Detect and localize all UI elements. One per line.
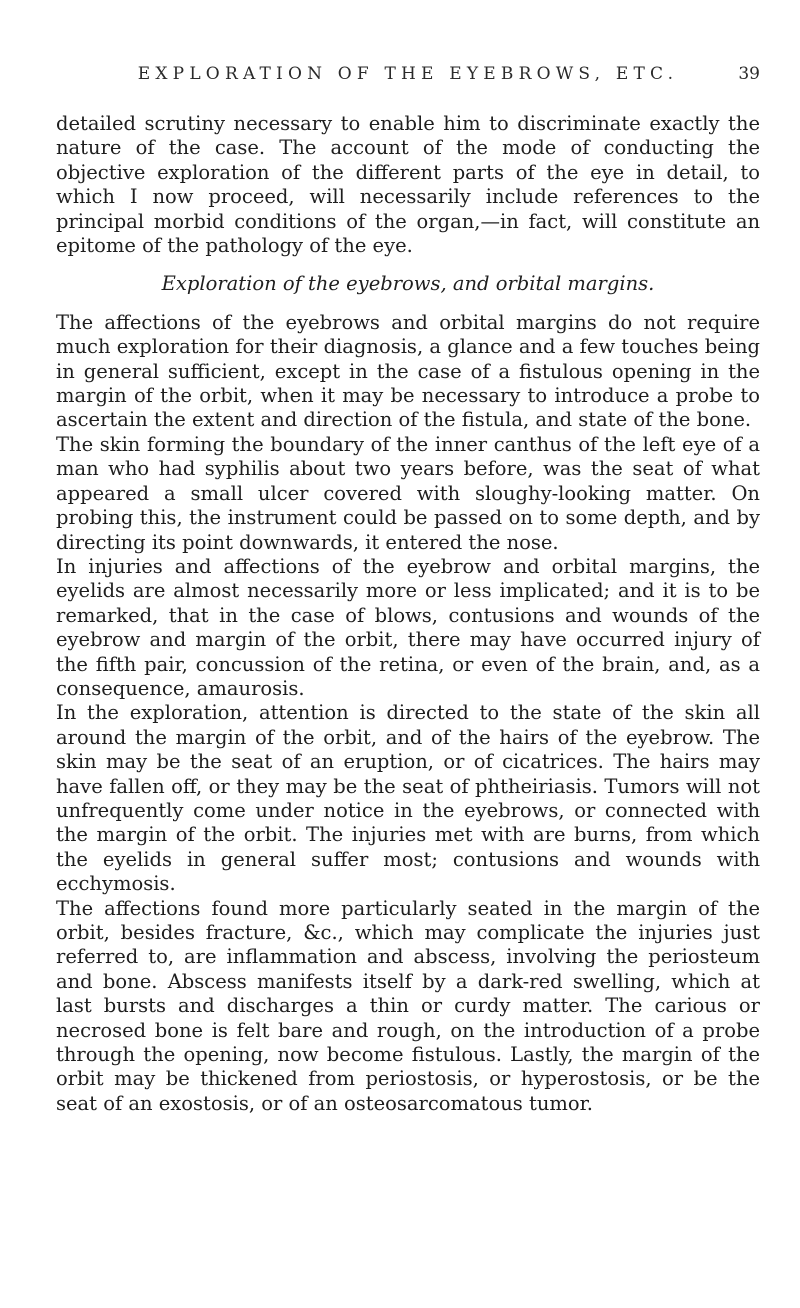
paragraph: In injuries and affections of the eyebrow and orbital margins, the eyelids are almost necessarily more or less implicated; and it is to be remarked, that in the case of blows, contusions and wounds of the eyebrow and margin of the orbit, there may have occurred injury of the fifth pair, concussion of the retina, or even of the brain, and, as a consequence, amaurosis.: [56, 554, 760, 700]
running-head: [56, 64, 760, 94]
paragraph-continued: detailed scrutiny necessary to enable him to discriminate exactly the nature of the case. The account of the mode of conducting the objective exploration of the different parts of the eye in detail, to which I now proceed, will necessarily include references to the principal morbid conditions of the organ,—in fact, will constitute an epitome of the pathology of the eye.: [56, 112, 760, 258]
running-title: EXPLORATION OF THE EYEBROWS, ETC.: [137, 64, 679, 84]
book-page: [56, 0, 760, 1116]
paragraph: The affections of the eyebrows and orbital margins do not require much exploration for their diagnosis, a glance and a few touches being in general sufficient, except in the case of a fistulous opening in the margin of the orbit, when it may be necessary to introduce a probe to ascertain the extent and direction of the fistula, and state of the bone.: [56, 310, 760, 432]
page-number: 39: [738, 64, 760, 84]
section-heading: Exploration of the eyebrows, and orbital margins.: [161, 272, 655, 296]
paragraph: The affections found more particularly seated in the margin of the orbit, besides fracture, &c., which may complicate the injuries just referred to, are inflammation and abscess, involving the periosteum and bone. Abscess manifests itself by a dark-red swelling, which at last bursts and discharges a thin or curdy matter. The carious or necrosed bone is felt bare and rough, on the introduction of a probe through the opening, now become fistulous. Lastly, the margin of the orbit may be thickened from periostosis, or hyperostosis, or be the seat of an exostosis, or of an osteosarcomatous tumor.: [56, 896, 760, 1115]
body-text: [56, 112, 760, 1116]
paragraph: In the exploration, attention is directed to the state of the skin all around the margin of the orbit, and of the hairs of the eyebrow. The skin may be the seat of an eruption, or of cicatrices. The hairs may have fallen off, or they may be the seat of phtheiriasis. Tumors will not unfrequently come under notice in the eyebrows, or connected with the margin of the orbit. The injuries met with are burns, from which the eyelids in general suffer most; contusions and wounds with ecchymosis.: [56, 701, 760, 896]
paragraph: The skin forming the boundary of the inner canthus of the left eye of a man who had syphilis about two years before, was the seat of what appeared a small ulcer covered with sloughy-looking matter. On probing this, the instrument could be passed on to some depth, and by directing its point downwards, it entered the nose.: [56, 432, 760, 554]
